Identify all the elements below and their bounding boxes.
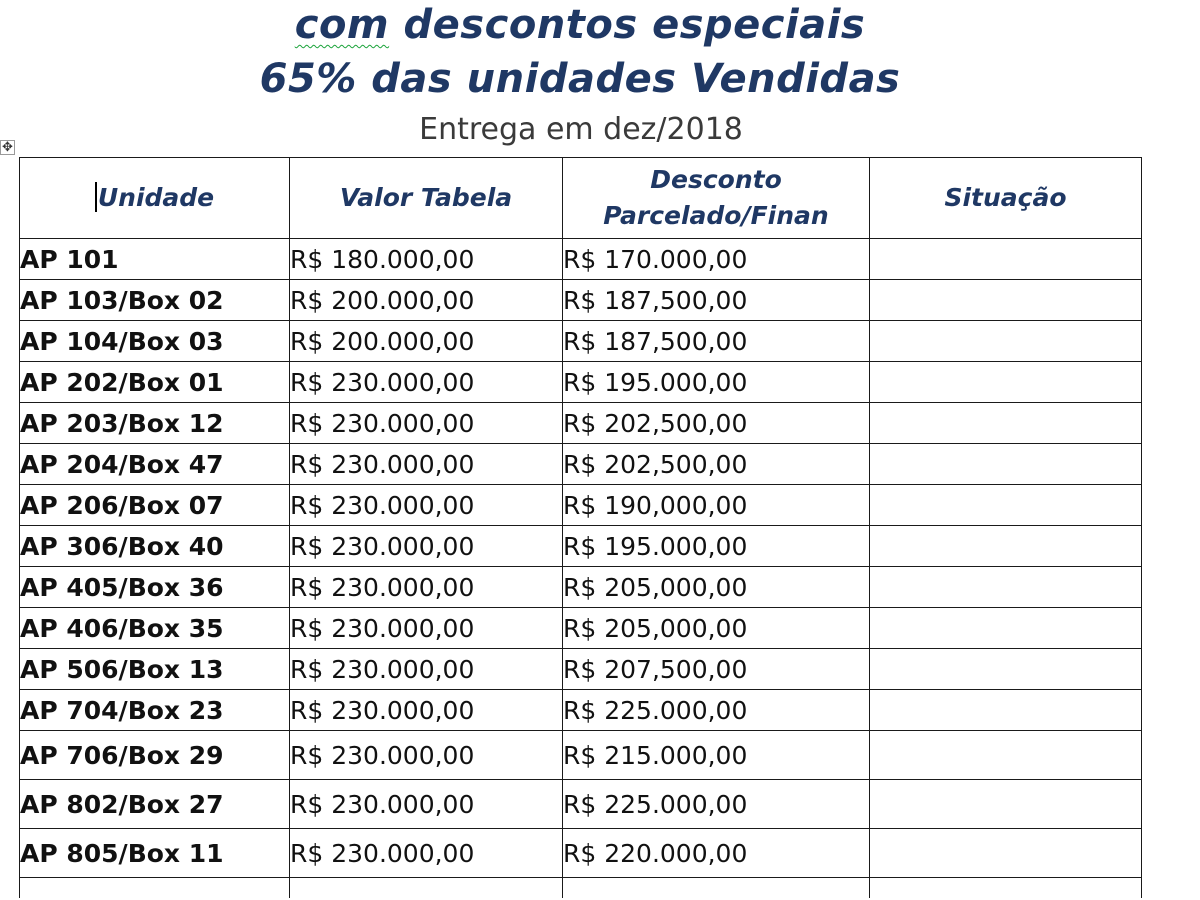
cell-valor-tabela[interactable]: R$ 230.000,00 <box>290 829 563 878</box>
cell-valor-tabela[interactable]: R$ 230.000,00 <box>290 485 563 526</box>
cell-desconto[interactable]: R$ 202,500,00 <box>563 403 870 444</box>
table-row <box>20 690 1142 731</box>
cell-valor-tabela[interactable]: R$ 180.000,00 <box>290 239 563 280</box>
cell-situacao[interactable] <box>870 649 1142 690</box>
cell-unidade[interactable]: AP 204/Box 47 <box>20 444 290 485</box>
cell-desconto[interactable]: R$ 190,000,00 <box>563 485 870 526</box>
cell-desconto[interactable]: R$ 207,500,00 <box>563 649 870 690</box>
header-desconto-line1: Desconto <box>650 165 782 194</box>
cell-valor-tabela[interactable]: R$ 230.000,00 <box>290 526 563 567</box>
table-row-partial <box>20 878 1142 899</box>
cell-unidade[interactable]: AP 802/Box 27 <box>20 780 290 829</box>
spellcheck-word: com <box>294 2 390 48</box>
table-body <box>20 239 1142 899</box>
text-cursor <box>95 182 97 212</box>
cell-unidade[interactable]: AP 406/Box 35 <box>20 608 290 649</box>
cell-situacao[interactable] <box>870 690 1142 731</box>
cell-unidade[interactable]: AP 704/Box 23 <box>20 690 290 731</box>
cell-desconto[interactable]: R$ 225.000,00 <box>563 780 870 829</box>
cell-situacao[interactable] <box>870 780 1142 829</box>
cell-desconto[interactable]: R$ 170.000,00 <box>563 239 870 280</box>
cell-situacao[interactable] <box>870 608 1142 649</box>
cell-desconto[interactable]: R$ 195.000,00 <box>563 362 870 403</box>
cell-valor-tabela[interactable]: R$ 230.000,00 <box>290 780 563 829</box>
cell-desconto[interactable]: R$ 215.000,00 <box>563 731 870 780</box>
table-row <box>20 567 1142 608</box>
cell-unidade[interactable]: AP 306/Box 40 <box>20 526 290 567</box>
header-unidade-label: Unidade <box>97 183 215 212</box>
table-header-row <box>20 158 1142 239</box>
cell-desconto[interactable]: R$ 195.000,00 <box>563 526 870 567</box>
header-valor-tabela[interactable]: Valor Tabela <box>290 158 563 239</box>
table-move-handle-icon[interactable]: ✥ <box>0 140 15 155</box>
cell-situacao[interactable] <box>870 731 1142 780</box>
cell-empty[interactable] <box>563 878 870 899</box>
cell-unidade[interactable]: AP 506/Box 13 <box>20 649 290 690</box>
cell-situacao[interactable] <box>870 362 1142 403</box>
cell-unidade[interactable]: AP 104/Box 03 <box>20 321 290 362</box>
cell-valor-tabela[interactable]: R$ 230.000,00 <box>290 608 563 649</box>
cell-desconto[interactable]: R$ 187,500,00 <box>563 321 870 362</box>
cell-valor-tabela[interactable]: R$ 230.000,00 <box>290 362 563 403</box>
cell-valor-tabela[interactable]: R$ 230.000,00 <box>290 567 563 608</box>
cell-desconto[interactable]: R$ 187,500,00 <box>563 280 870 321</box>
table-row <box>20 485 1142 526</box>
cell-situacao[interactable] <box>870 403 1142 444</box>
cell-situacao[interactable] <box>870 321 1142 362</box>
cell-desconto[interactable]: R$ 202,500,00 <box>563 444 870 485</box>
cell-desconto[interactable]: R$ 205,000,00 <box>563 567 870 608</box>
cell-situacao[interactable] <box>870 567 1142 608</box>
header-desconto[interactable] <box>563 158 870 239</box>
table-row <box>20 403 1142 444</box>
table-row <box>20 280 1142 321</box>
table-row <box>20 239 1142 280</box>
cell-valor-tabela[interactable]: R$ 230.000,00 <box>290 731 563 780</box>
cell-valor-tabela[interactable]: R$ 230.000,00 <box>290 690 563 731</box>
title-line-1 <box>0 2 1160 48</box>
table-row <box>20 829 1142 878</box>
title-line-1-rest: descontos especiais <box>389 2 866 48</box>
cell-situacao[interactable] <box>870 829 1142 878</box>
header-desconto-line2: Parcelado/Finan <box>603 201 829 230</box>
header-unidade[interactable] <box>20 158 290 239</box>
cell-unidade[interactable]: AP 202/Box 01 <box>20 362 290 403</box>
header-situacao[interactable]: Situação <box>870 158 1142 239</box>
table-row <box>20 780 1142 829</box>
cell-valor-tabela[interactable]: R$ 200.000,00 <box>290 280 563 321</box>
cell-empty[interactable] <box>870 878 1142 899</box>
cell-valor-tabela[interactable]: R$ 200.000,00 <box>290 321 563 362</box>
table-row <box>20 731 1142 780</box>
cell-unidade[interactable]: AP 405/Box 36 <box>20 567 290 608</box>
cell-unidade[interactable]: AP 203/Box 12 <box>20 403 290 444</box>
cell-valor-tabela[interactable]: R$ 230.000,00 <box>290 649 563 690</box>
cell-empty[interactable] <box>20 878 290 899</box>
cell-desconto[interactable]: R$ 225.000,00 <box>563 690 870 731</box>
units-table <box>19 157 1142 898</box>
cell-unidade[interactable]: AP 706/Box 29 <box>20 731 290 780</box>
table-row <box>20 649 1142 690</box>
title-line-2: 65% das unidades Vendidas <box>259 56 901 102</box>
delivery-date: Entrega em dez/2018 <box>419 112 743 147</box>
table-row <box>20 608 1142 649</box>
cell-unidade[interactable]: AP 101 <box>20 239 290 280</box>
cell-situacao[interactable] <box>870 485 1142 526</box>
cell-situacao[interactable] <box>870 444 1142 485</box>
table-row <box>20 444 1142 485</box>
cell-valor-tabela[interactable]: R$ 230.000,00 <box>290 444 563 485</box>
cell-unidade[interactable]: AP 206/Box 07 <box>20 485 290 526</box>
cell-situacao[interactable] <box>870 280 1142 321</box>
table-row <box>20 321 1142 362</box>
cell-situacao[interactable] <box>870 526 1142 567</box>
table-row <box>20 526 1142 567</box>
cell-unidade[interactable]: AP 103/Box 02 <box>20 280 290 321</box>
cell-unidade[interactable]: AP 805/Box 11 <box>20 829 290 878</box>
table-row <box>20 362 1142 403</box>
cell-desconto[interactable]: R$ 205,000,00 <box>563 608 870 649</box>
cell-situacao[interactable] <box>870 239 1142 280</box>
cell-valor-tabela[interactable]: R$ 230.000,00 <box>290 403 563 444</box>
cell-empty[interactable] <box>290 878 563 899</box>
cell-desconto[interactable]: R$ 220.000,00 <box>563 829 870 878</box>
